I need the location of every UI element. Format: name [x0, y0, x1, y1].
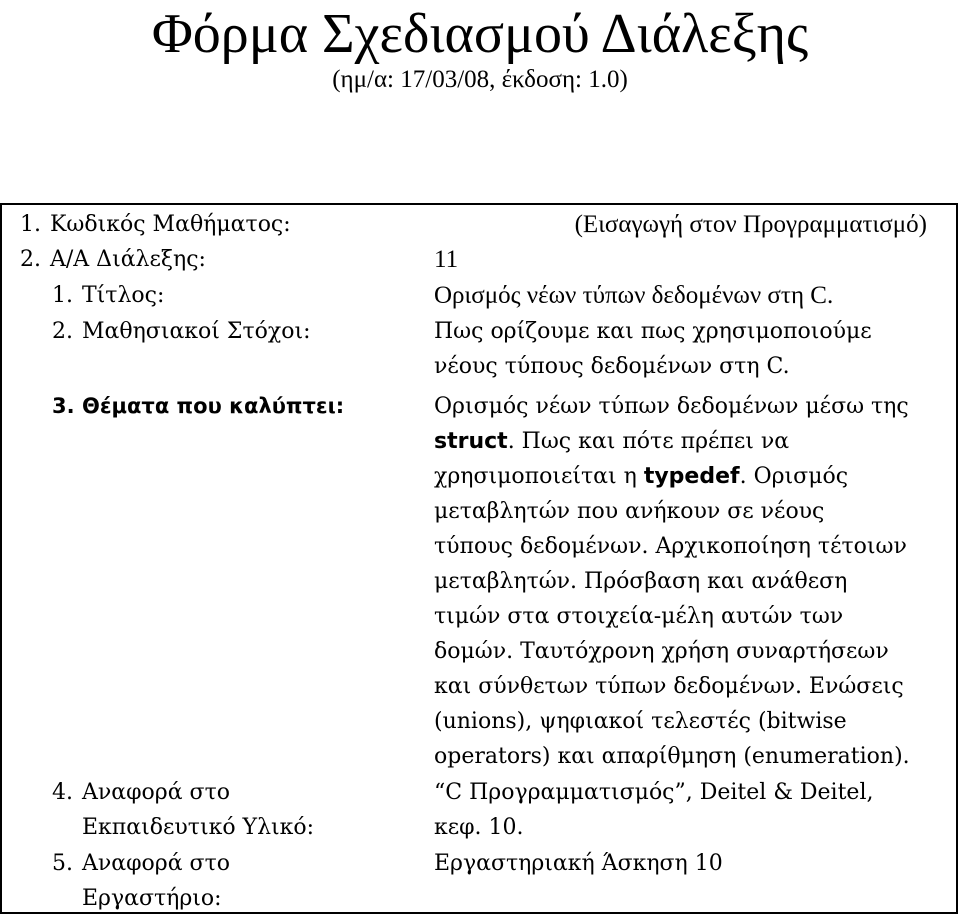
row-label [52, 775, 314, 845]
value-line: (unions), ψηφιακοί τελεστές (bitwise [434, 709, 847, 734]
row-number: 4. [52, 780, 73, 805]
row-number: 2. [20, 247, 41, 272]
row-label-text: Τίτλος: [82, 283, 165, 308]
row-number: 1. [52, 283, 73, 308]
row-number: 3. [52, 394, 75, 418]
row-label-text: Κωδικός Μαθήματος: [50, 212, 291, 237]
value-line: κεφ. 10. [434, 815, 524, 840]
value-line: μεταβλητών. Πρόσβαση και ανάθεση [434, 569, 848, 594]
row-label [52, 278, 164, 313]
keyword-typedef: typedef [643, 464, 740, 489]
value-line: Πως ορίζουμε και πως χρησιμοποιούμε [434, 319, 872, 344]
row-label-text: Μαθησιακοί Στόχοι: [82, 319, 311, 344]
row-label-text: Θέματα που καλύπτει: [82, 394, 345, 418]
row-label [20, 242, 206, 277]
row-value: 11 [434, 246, 459, 273]
row-number: 1. [20, 212, 41, 237]
document-subtitle: (ημ/α: 17/03/08, έκδοση: 1.0) [332, 66, 628, 93]
value-line [434, 424, 954, 459]
row-label-text: Αναφορά στο [82, 780, 230, 805]
value-text: . Ορισμός [739, 464, 849, 489]
row-label [52, 389, 344, 424]
value-line: operators) και απαρίθμηση (enumeration). [434, 744, 910, 769]
value-line: τιμών στα στοιχεία-μέλη αυτών των [434, 604, 844, 629]
row-label [52, 846, 230, 916]
row-value: (Εισαγωγή στον Προγραμματισμό) [574, 211, 927, 238]
value-line: μεταβλητών που ανήκουν σε νέους [434, 499, 825, 524]
value-line: Ορισμός νέων τύπων δεδομένων μέσω της [434, 394, 909, 419]
value-line: τύπους δεδομένων. Αρχικοποίηση τέτοιων [434, 534, 907, 559]
row-label-text: Α/Α Διάλεξης: [50, 247, 206, 272]
row-value: Εργαστηριακή Άσκηση 10 [434, 851, 723, 876]
value-line [434, 459, 954, 494]
row-value [434, 389, 954, 774]
row-label-text: Αναφορά στο [82, 851, 230, 876]
row-label [20, 207, 291, 242]
value-line: δομών. Ταυτόχρονη χρήση συναρτήσεων [434, 639, 889, 664]
document-title: Φόρμα Σχεδιασμού Διάλεξης [151, 3, 809, 65]
row-label-text: Εργαστήριο: [82, 886, 222, 911]
lecture-form-table [0, 203, 958, 914]
value-line: νέους τύπους δεδομένων στη C. [434, 354, 790, 379]
value-line: “C Προγραμματισμός”, Deitel & Deitel, [434, 780, 874, 805]
value-line: και σύνθετων τύπων δεδομένων. Ενώσεις [434, 674, 904, 699]
row-label [52, 314, 311, 349]
row-number: 2. [52, 319, 73, 344]
row-value: Ορισμός νέων τύπων δεδομένων στη C. [434, 282, 834, 309]
value-text: . Πως και πότε πρέπει να [507, 429, 790, 454]
row-label-text: Εκπαιδευτικό Υλικό: [82, 815, 315, 840]
row-number: 5. [52, 851, 73, 876]
row-value [434, 314, 954, 384]
value-text: χρησιμοποιείται η [434, 464, 644, 489]
keyword-struct: struct [434, 429, 508, 454]
row-value [434, 775, 954, 845]
